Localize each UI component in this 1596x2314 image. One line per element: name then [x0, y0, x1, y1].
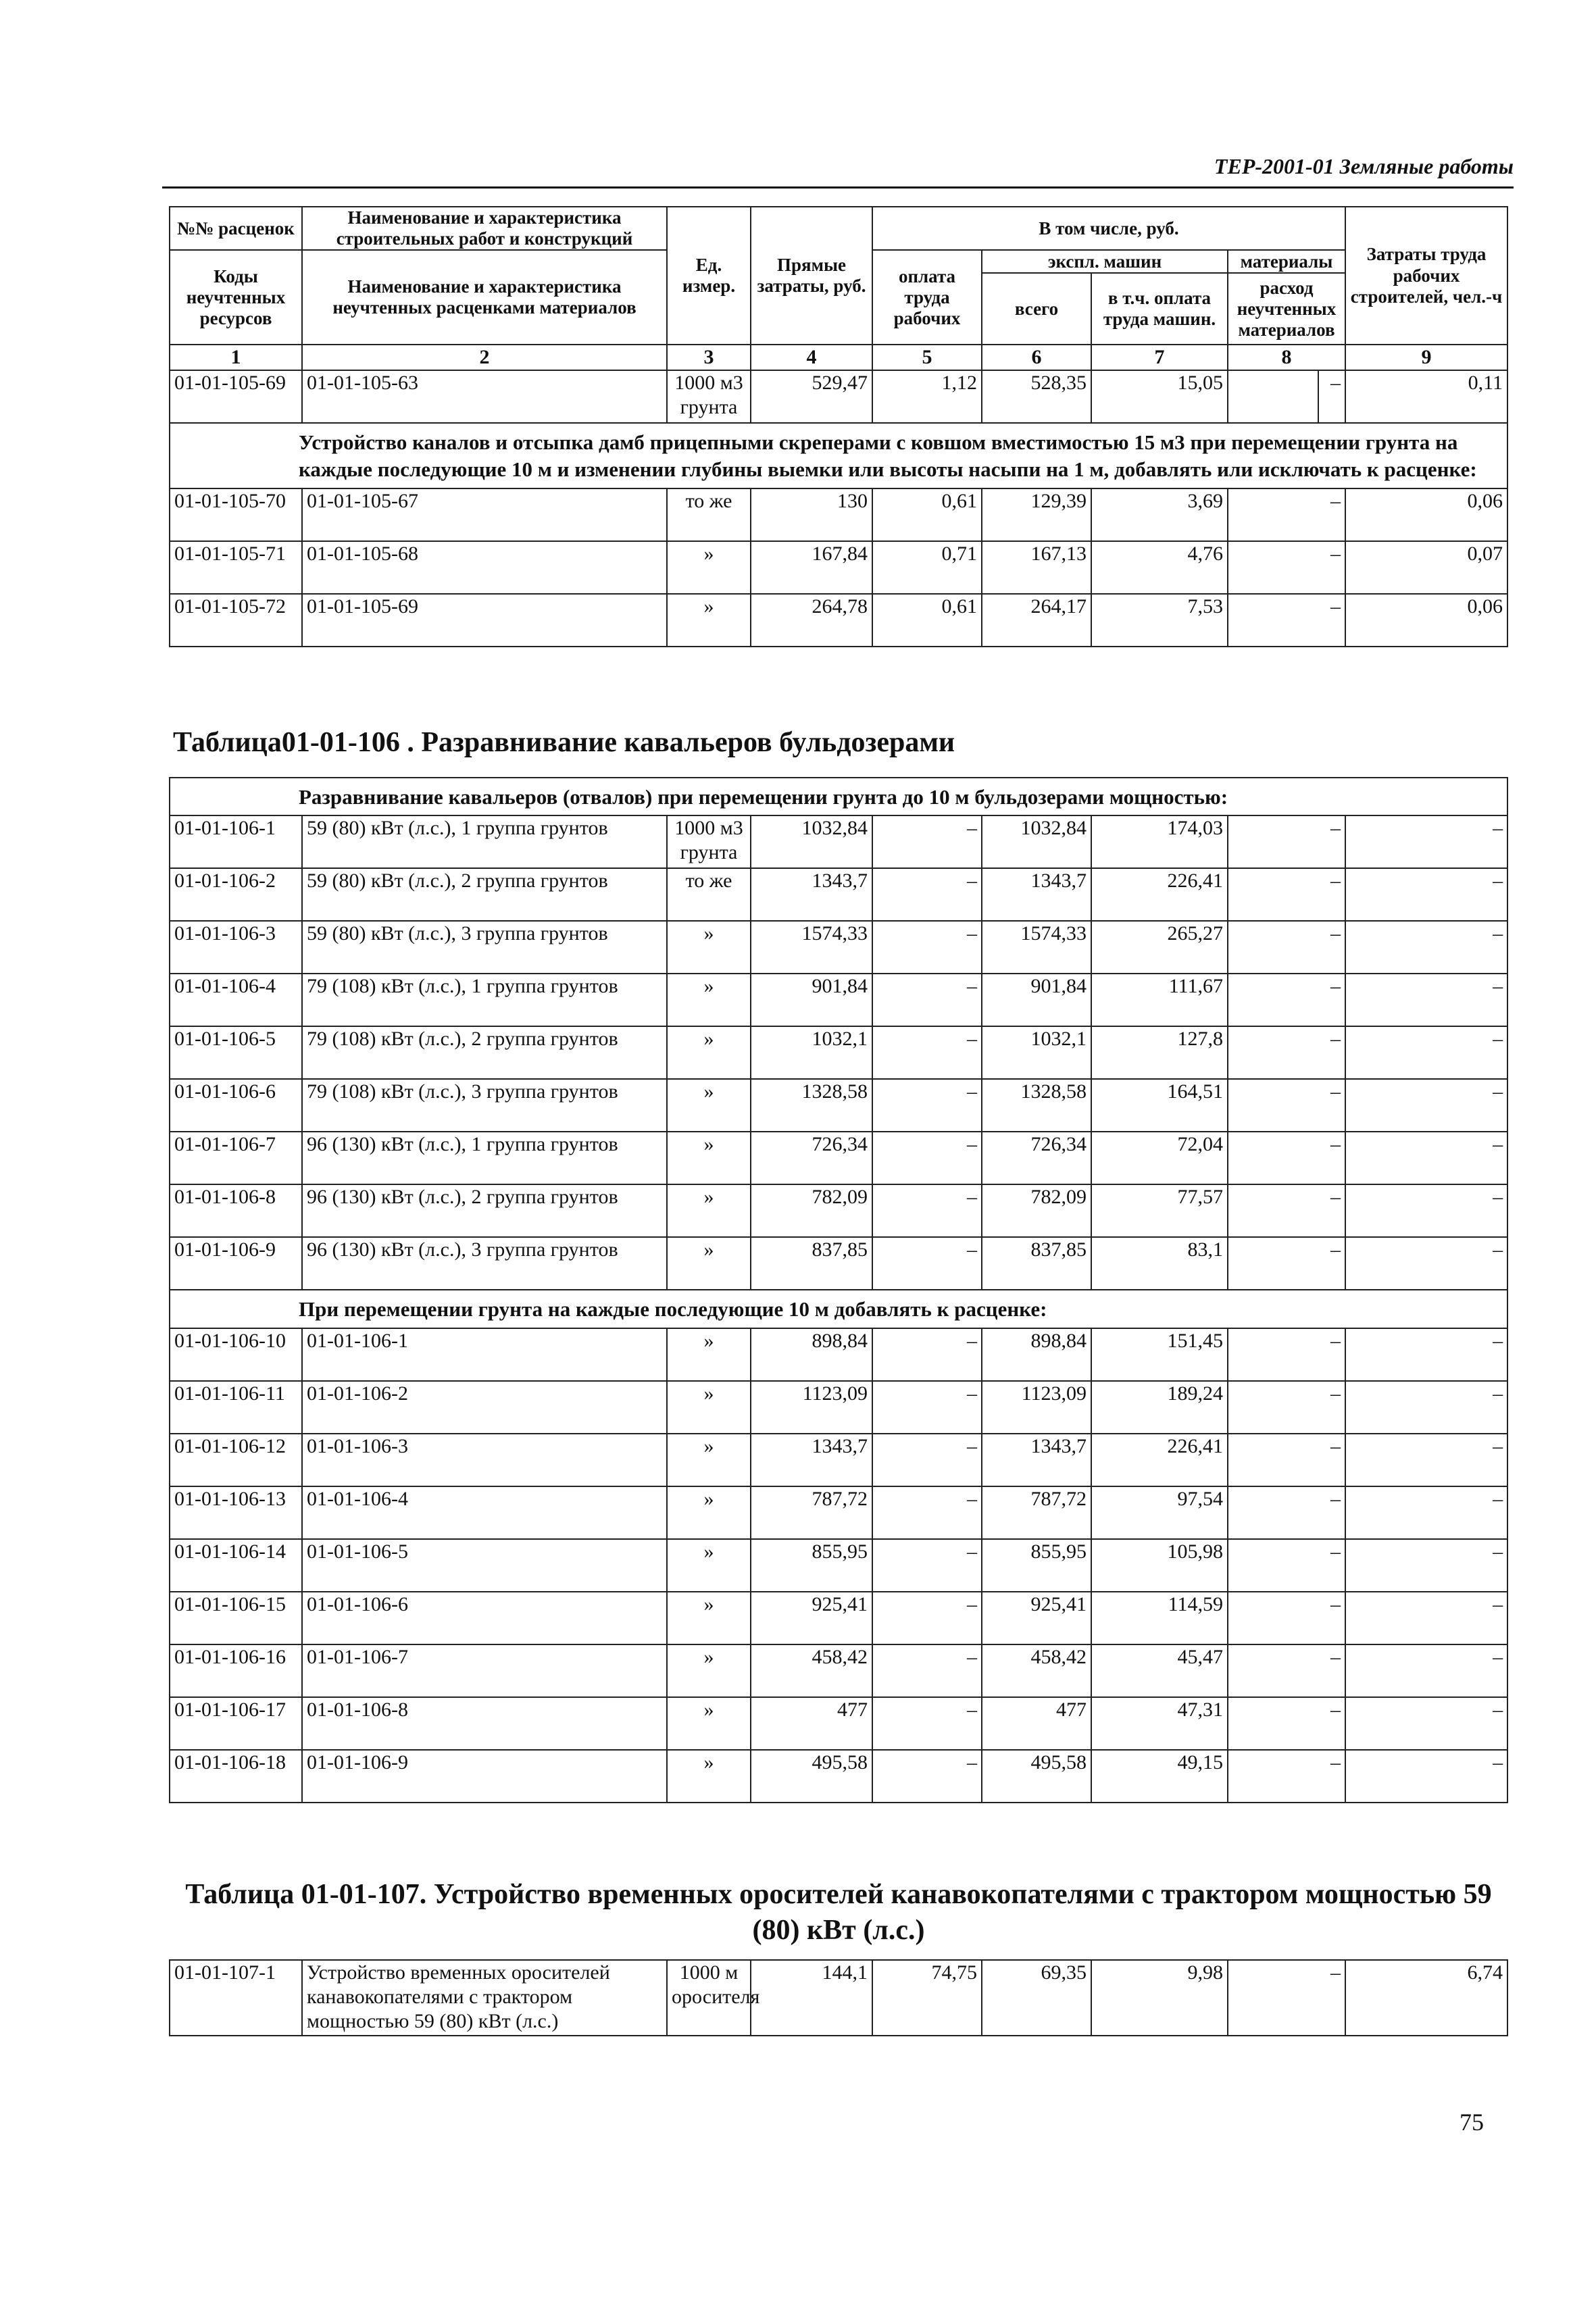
materials-usage: – — [1228, 1026, 1345, 1079]
materials-usage: – — [1228, 1644, 1345, 1697]
rate-name: 01-01-106-6 — [302, 1592, 667, 1644]
machinist-pay: 127,8 — [1091, 1026, 1228, 1079]
worker-pay: – — [872, 1644, 982, 1697]
worker-pay: – — [872, 1184, 982, 1237]
rate-name: 59 (80) кВт (л.с.), 2 группа грунтов — [302, 868, 667, 921]
table-row — [170, 1592, 1507, 1644]
rate-code: 01-01-106-16 — [170, 1644, 302, 1697]
rate-unit: » — [667, 1184, 751, 1237]
direct-costs: 167,84 — [751, 541, 872, 594]
labor-hours: – — [1345, 921, 1507, 974]
materials-usage: – — [1228, 1697, 1345, 1750]
header-machinist-pay: в т.ч. оплата труда машин. — [1091, 273, 1228, 345]
worker-pay: – — [872, 974, 982, 1026]
table-header — [170, 207, 1507, 370]
rate-code: 01-01-106-6 — [170, 1079, 302, 1132]
machines-total: 855,95 — [982, 1539, 1091, 1592]
machines-total: 1032,84 — [982, 815, 1091, 868]
table-row — [170, 1079, 1507, 1132]
table-caption-106: Таблица01-01-106 . Разравнивание кавальеров бульдозерами — [173, 727, 955, 758]
machines-total: 1032,1 — [982, 1026, 1091, 1079]
rate-code: 01-01-107-1 — [170, 1960, 302, 2036]
machines-total: 925,41 — [982, 1592, 1091, 1644]
header-materials-name: Наименование и характеристика неучтенных расценками материалов — [302, 250, 667, 345]
machinist-pay: 164,51 — [1091, 1079, 1228, 1132]
table-row — [170, 921, 1507, 974]
machines-total: 477 — [982, 1697, 1091, 1750]
table-row — [170, 1132, 1507, 1184]
rates-table-106 — [169, 777, 1508, 1803]
column-number: 6 — [982, 345, 1091, 370]
labor-hours: – — [1345, 1592, 1507, 1644]
table-caption-107: Таблица 01-01-107. Устройство временных оросителей канавокопателями с трактором мощностью 59 (80) кВт (л.с.) — [185, 1879, 1492, 1946]
worker-pay: – — [872, 1132, 982, 1184]
machines-total: 898,84 — [982, 1328, 1091, 1381]
section-title: Разравнивание кавальеров (отвалов) при перемещении грунта до 10 м бульдозерами мощностью: — [170, 778, 1507, 815]
direct-costs: 855,95 — [751, 1539, 872, 1592]
rate-name: 96 (130) кВт (л.с.), 1 группа грунтов — [302, 1132, 667, 1184]
worker-pay: – — [872, 1592, 982, 1644]
machines-total: 1343,7 — [982, 868, 1091, 921]
rate-name: 96 (130) кВт (л.с.), 3 группа грунтов — [302, 1237, 667, 1290]
rate-unit: » — [667, 1328, 751, 1381]
machinist-pay: 4,76 — [1091, 541, 1228, 594]
header-direct-costs: Прямые затраты, руб. — [751, 207, 872, 345]
worker-pay: – — [872, 815, 982, 868]
header-worker-pay: оплата труда рабочих — [872, 250, 982, 345]
materials-usage: – — [1228, 541, 1345, 594]
direct-costs: 925,41 — [751, 1592, 872, 1644]
machinist-pay: 111,67 — [1091, 974, 1228, 1026]
rate-code: 01-01-106-13 — [170, 1486, 302, 1539]
column-number: 5 — [872, 345, 982, 370]
labor-hours: – — [1345, 1434, 1507, 1486]
materials-usage: – — [1228, 1079, 1345, 1132]
rate-name: 01-01-106-4 — [302, 1486, 667, 1539]
machinist-pay: 226,41 — [1091, 1434, 1228, 1486]
labor-hours: – — [1345, 1132, 1507, 1184]
direct-costs: 477 — [751, 1697, 872, 1750]
materials-usage: – — [1228, 1184, 1345, 1237]
machinist-pay: 83,1 — [1091, 1237, 1228, 1290]
direct-costs: 1343,7 — [751, 1434, 872, 1486]
header-rate-numbers: №№ расценок — [170, 207, 302, 250]
rate-name: 01-01-105-63 — [302, 370, 667, 423]
table-row — [170, 1486, 1507, 1539]
machinist-pay: 3,69 — [1091, 488, 1228, 541]
column-number: 4 — [751, 345, 872, 370]
machines-total: 901,84 — [982, 974, 1091, 1026]
table-body — [170, 815, 1507, 1290]
table-row — [170, 1328, 1507, 1381]
page-number: 75 — [1460, 2109, 1484, 2136]
table-body — [170, 1960, 1507, 2036]
table-row — [170, 1026, 1507, 1079]
rate-code: 01-01-105-69 — [170, 370, 302, 423]
labor-hours: – — [1345, 1486, 1507, 1539]
table-row — [170, 370, 1507, 423]
rate-name: 01-01-105-67 — [302, 488, 667, 541]
materials-usage: – — [1228, 1592, 1345, 1644]
labor-hours: 0,06 — [1345, 488, 1507, 541]
worker-pay: 0,71 — [872, 541, 982, 594]
section-row — [170, 423, 1507, 488]
machinist-pay: 9,98 — [1091, 1960, 1228, 2036]
materials-usage: – — [1228, 815, 1345, 868]
direct-costs: 726,34 — [751, 1132, 872, 1184]
direct-costs: 130 — [751, 488, 872, 541]
table-row — [170, 1381, 1507, 1434]
direct-costs: 1328,58 — [751, 1079, 872, 1132]
section-row — [170, 1290, 1507, 1328]
machines-total: 458,42 — [982, 1644, 1091, 1697]
machinist-pay: 189,24 — [1091, 1381, 1228, 1434]
worker-pay: – — [872, 868, 982, 921]
rate-code: 01-01-106-3 — [170, 921, 302, 974]
direct-costs: 782,09 — [751, 1184, 872, 1237]
rate-code: 01-01-106-14 — [170, 1539, 302, 1592]
rate-code: 01-01-106-11 — [170, 1381, 302, 1434]
worker-pay: 74,75 — [872, 1960, 982, 2036]
header-unit: Ед. измер. — [667, 207, 751, 345]
section-title: При перемещении грунта на каждые последующие 10 м добавлять к расценке: — [170, 1290, 1507, 1328]
machines-total: 1574,33 — [982, 921, 1091, 974]
rate-code: 01-01-106-2 — [170, 868, 302, 921]
labor-hours: – — [1345, 1184, 1507, 1237]
rates-table-105 — [169, 206, 1508, 647]
rate-unit: » — [667, 1434, 751, 1486]
materials-usage: – — [1228, 594, 1345, 647]
running-header: ТЕР-2001-01 Земляные работы — [1214, 154, 1514, 178]
table-row — [170, 974, 1507, 1026]
header-machines: экспл. машин — [982, 250, 1228, 273]
machines-total: 528,35 — [982, 370, 1091, 423]
rate-name: 01-01-106-8 — [302, 1697, 667, 1750]
worker-pay: – — [872, 1079, 982, 1132]
rate-unit: » — [667, 1644, 751, 1697]
header-labor-hours: Затраты труда рабочих строителей, чел.-ч — [1345, 207, 1507, 345]
worker-pay: – — [872, 1381, 982, 1434]
machines-total: 1343,7 — [982, 1434, 1091, 1486]
worker-pay: 0,61 — [872, 488, 982, 541]
rate-name: 59 (80) кВт (л.с.), 1 группа грунтов — [302, 815, 667, 868]
rate-code: 01-01-106-18 — [170, 1750, 302, 1803]
materials-usage: – — [1228, 1486, 1345, 1539]
rate-code: 01-01-106-10 — [170, 1328, 302, 1381]
direct-costs: 144,1 — [751, 1960, 872, 2036]
rate-unit: 1000 м3 грунта — [667, 815, 751, 868]
direct-costs: 1123,09 — [751, 1381, 872, 1434]
labor-hours: – — [1345, 1237, 1507, 1290]
rate-unit: » — [667, 1486, 751, 1539]
rate-name: 59 (80) кВт (л.с.), 3 группа грунтов — [302, 921, 667, 974]
machines-total: 167,13 — [982, 541, 1091, 594]
worker-pay: – — [872, 1486, 982, 1539]
table-row — [170, 594, 1507, 647]
rate-unit: » — [667, 1592, 751, 1644]
machinist-pay: 72,04 — [1091, 1132, 1228, 1184]
section-row — [170, 778, 1507, 815]
materials-usage: – — [1228, 1434, 1345, 1486]
rate-name: 01-01-106-9 — [302, 1750, 667, 1803]
rate-unit: » — [667, 1026, 751, 1079]
labor-hours: – — [1345, 815, 1507, 868]
table-row — [170, 1184, 1507, 1237]
rate-unit: » — [667, 1539, 751, 1592]
rate-code: 01-01-106-9 — [170, 1237, 302, 1290]
labor-hours: – — [1345, 1381, 1507, 1434]
column-numbers-row — [170, 345, 1507, 370]
materials-usage: – — [1228, 868, 1345, 921]
direct-costs: 837,85 — [751, 1237, 872, 1290]
machinist-pay: 265,27 — [1091, 921, 1228, 974]
section-title: Устройство каналов и отсыпка дамб прицепными скреперами с ковшом вместимостью 15 м3 при перемещении грунта на каждые последующие 10 м и изменении глубины выемки или высоты насыпи на 1 м, добавлять или исключать к расценке: — [170, 423, 1507, 488]
labor-hours: – — [1345, 1539, 1507, 1592]
materials-usage-dash: – — [1318, 370, 1345, 423]
worker-pay: – — [872, 1237, 982, 1290]
table-row — [170, 1434, 1507, 1486]
table-row — [170, 1697, 1507, 1750]
labor-hours: – — [1345, 1750, 1507, 1803]
table-row — [170, 1644, 1507, 1697]
rate-unit: » — [667, 1079, 751, 1132]
machines-total: 1123,09 — [982, 1381, 1091, 1434]
machinist-pay: 151,45 — [1091, 1328, 1228, 1381]
rate-code: 01-01-106-15 — [170, 1592, 302, 1644]
rate-name: 01-01-106-3 — [302, 1434, 667, 1486]
labor-hours: 0,07 — [1345, 541, 1507, 594]
rate-code: 01-01-105-71 — [170, 541, 302, 594]
labor-hours: – — [1345, 1026, 1507, 1079]
direct-costs: 1032,84 — [751, 815, 872, 868]
rate-unit: » — [667, 1697, 751, 1750]
column-number: 9 — [1345, 345, 1507, 370]
table-body — [170, 488, 1507, 647]
worker-pay: 0,61 — [872, 594, 982, 647]
rate-name: 96 (130) кВт (л.с.), 2 группа грунтов — [302, 1184, 667, 1237]
labor-hours: 6,74 — [1345, 1960, 1507, 2036]
materials-usage: – — [1228, 1539, 1345, 1592]
header-resource-codes: Коды неучтенных ресурсов — [170, 250, 302, 345]
materials-usage: – — [1228, 1750, 1345, 1803]
rate-unit: то же — [667, 868, 751, 921]
rate-code: 01-01-105-72 — [170, 594, 302, 647]
table-row — [170, 868, 1507, 921]
worker-pay: – — [872, 1434, 982, 1486]
table-row — [170, 1750, 1507, 1803]
worker-pay: – — [872, 1539, 982, 1592]
direct-costs: 1574,33 — [751, 921, 872, 974]
machinist-pay: 226,41 — [1091, 868, 1228, 921]
direct-costs: 264,78 — [751, 594, 872, 647]
machines-total: 726,34 — [982, 1132, 1091, 1184]
materials-usage — [1228, 370, 1318, 423]
rate-name: 01-01-106-2 — [302, 1381, 667, 1434]
direct-costs: 1343,7 — [751, 868, 872, 921]
rate-code: 01-01-106-17 — [170, 1697, 302, 1750]
direct-costs: 787,72 — [751, 1486, 872, 1539]
direct-costs: 901,84 — [751, 974, 872, 1026]
rate-unit: 1000 м3 грунта — [667, 370, 751, 423]
rate-name: 79 (108) кВт (л.с.), 2 группа грунтов — [302, 1026, 667, 1079]
materials-usage: – — [1228, 488, 1345, 541]
machinist-pay: 15,05 — [1091, 370, 1228, 423]
rate-code: 01-01-106-5 — [170, 1026, 302, 1079]
materials-usage: – — [1228, 974, 1345, 1026]
rate-code: 01-01-106-4 — [170, 974, 302, 1026]
table-row — [170, 1237, 1507, 1290]
rate-code: 01-01-106-12 — [170, 1434, 302, 1486]
machinist-pay: 97,54 — [1091, 1486, 1228, 1539]
rate-unit: » — [667, 1132, 751, 1184]
rate-unit: » — [667, 594, 751, 647]
labor-hours: – — [1345, 1697, 1507, 1750]
table-row — [170, 1539, 1507, 1592]
header-machines-total: всего — [982, 273, 1091, 345]
direct-costs: 495,58 — [751, 1750, 872, 1803]
machinist-pay: 45,47 — [1091, 1644, 1228, 1697]
table-row — [170, 815, 1507, 868]
column-number: 3 — [667, 345, 751, 370]
machines-total: 1328,58 — [982, 1079, 1091, 1132]
header-work-name: Наименование и характеристика строительных работ и конструкций — [302, 207, 667, 250]
materials-usage: – — [1228, 1960, 1345, 2036]
worker-pay: – — [872, 921, 982, 974]
labor-hours: – — [1345, 1644, 1507, 1697]
direct-costs: 898,84 — [751, 1328, 872, 1381]
labor-hours: – — [1345, 1328, 1507, 1381]
worker-pay: – — [872, 1750, 982, 1803]
rate-code: 01-01-106-7 — [170, 1132, 302, 1184]
direct-costs: 458,42 — [751, 1644, 872, 1697]
header-including: В том числе, руб. — [872, 207, 1345, 250]
rate-code: 01-01-105-70 — [170, 488, 302, 541]
machines-total: 495,58 — [982, 1750, 1091, 1803]
column-number: 7 — [1091, 345, 1228, 370]
rate-code: 01-01-106-1 — [170, 815, 302, 868]
table-row — [170, 1960, 1507, 2036]
machines-total: 264,17 — [982, 594, 1091, 647]
direct-costs: 529,47 — [751, 370, 872, 423]
rate-unit: » — [667, 921, 751, 974]
column-number: 8 — [1228, 345, 1345, 370]
labor-hours: 0,11 — [1345, 370, 1507, 423]
rate-unit: » — [667, 541, 751, 594]
rate-unit: » — [667, 1381, 751, 1434]
rate-unit: » — [667, 974, 751, 1026]
machines-total: 787,72 — [982, 1486, 1091, 1539]
table-row — [170, 541, 1507, 594]
machinist-pay: 7,53 — [1091, 594, 1228, 647]
worker-pay: – — [872, 1328, 982, 1381]
column-number: 1 — [170, 345, 302, 370]
rate-name: 01-01-105-69 — [302, 594, 667, 647]
rate-name: 01-01-106-1 — [302, 1328, 667, 1381]
rate-unit: 1000 м оросителя — [667, 1960, 751, 2036]
machines-total: 782,09 — [982, 1184, 1091, 1237]
rate-name: 79 (108) кВт (л.с.), 1 группа грунтов — [302, 974, 667, 1026]
rate-name: 79 (108) кВт (л.с.), 3 группа грунтов — [302, 1079, 667, 1132]
rates-table-107 — [169, 1959, 1508, 2036]
rate-unit: » — [667, 1750, 751, 1803]
labor-hours: – — [1345, 974, 1507, 1026]
rate-name: 01-01-105-68 — [302, 541, 667, 594]
machines-total: 69,35 — [982, 1960, 1091, 2036]
column-number: 2 — [302, 345, 667, 370]
worker-pay: – — [872, 1026, 982, 1079]
worker-pay: 1,12 — [872, 370, 982, 423]
rate-unit: то же — [667, 488, 751, 541]
rate-unit: » — [667, 1237, 751, 1290]
rate-code: 01-01-106-8 — [170, 1184, 302, 1237]
header-materials-usage: расход неучтенных материалов — [1228, 273, 1345, 345]
table-row — [170, 488, 1507, 541]
machinist-pay: 47,31 — [1091, 1697, 1228, 1750]
header-materials: материалы — [1228, 250, 1345, 273]
header-rule — [162, 186, 1514, 188]
labor-hours: 0,06 — [1345, 594, 1507, 647]
machinist-pay: 105,98 — [1091, 1539, 1228, 1592]
materials-usage: – — [1228, 1237, 1345, 1290]
materials-usage: – — [1228, 1328, 1345, 1381]
labor-hours: – — [1345, 1079, 1507, 1132]
machinist-pay: 114,59 — [1091, 1592, 1228, 1644]
machinist-pay: 49,15 — [1091, 1750, 1228, 1803]
materials-usage: – — [1228, 1381, 1345, 1434]
machines-total: 837,85 — [982, 1237, 1091, 1290]
machinist-pay: 174,03 — [1091, 815, 1228, 868]
materials-usage: – — [1228, 921, 1345, 974]
machinist-pay: 77,57 — [1091, 1184, 1228, 1237]
machines-total: 129,39 — [982, 488, 1091, 541]
direct-costs: 1032,1 — [751, 1026, 872, 1079]
rate-name: Устройство временных оросителей канавокопателями с трактором мощностью 59 (80) кВт (л.с.) — [302, 1960, 667, 2036]
table-body — [170, 1328, 1507, 1803]
materials-usage: – — [1228, 1132, 1345, 1184]
labor-hours: – — [1345, 868, 1507, 921]
rate-name: 01-01-106-5 — [302, 1539, 667, 1592]
worker-pay: – — [872, 1697, 982, 1750]
rate-name: 01-01-106-7 — [302, 1644, 667, 1697]
